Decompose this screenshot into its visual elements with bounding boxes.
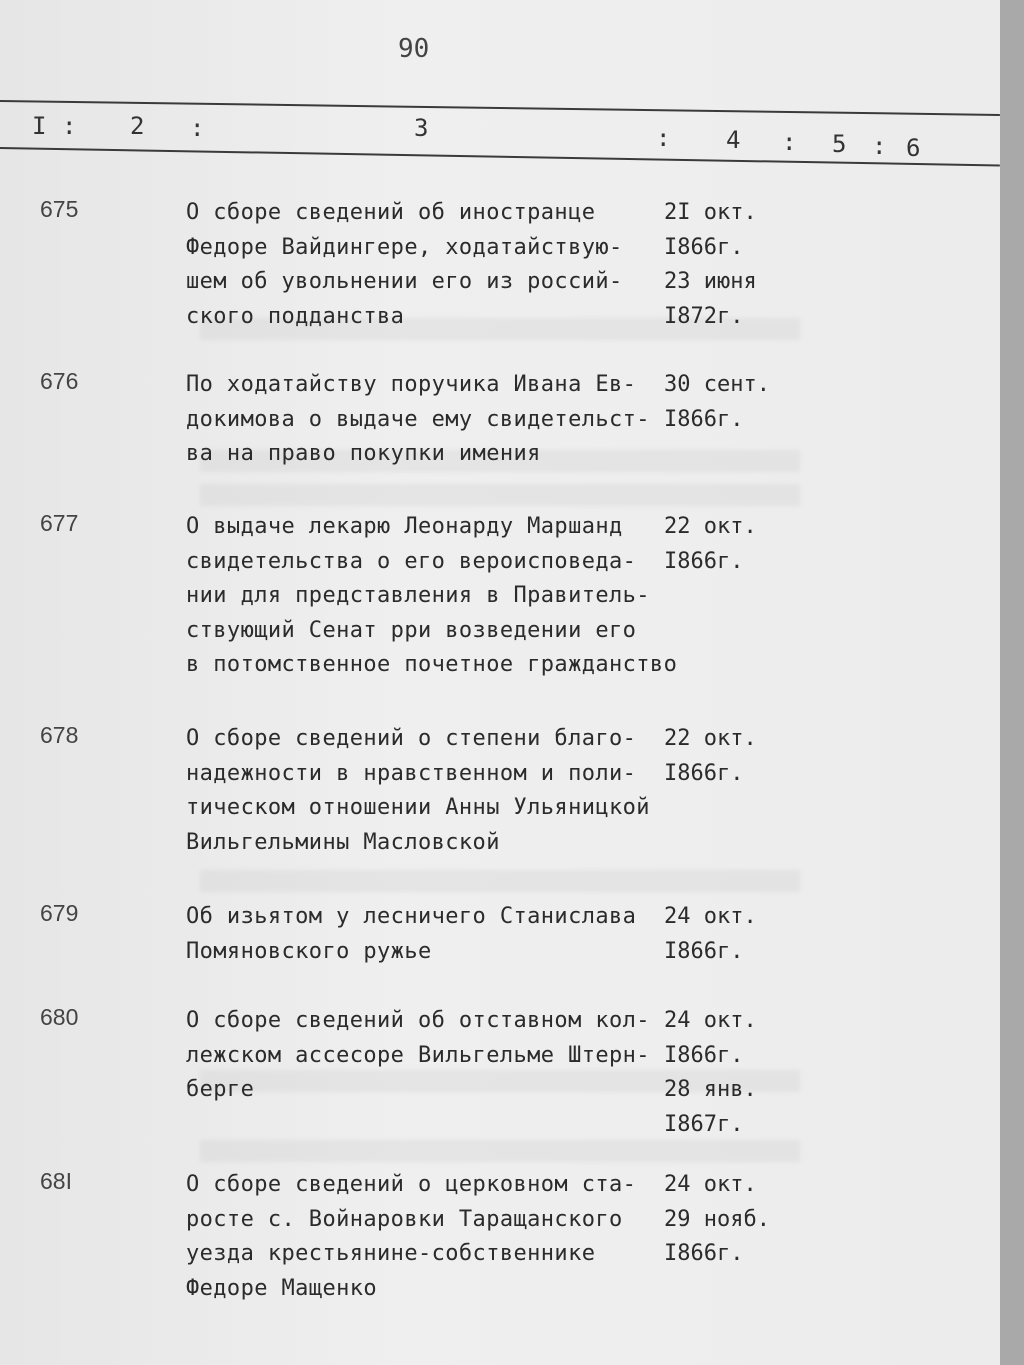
column-header-1: I xyxy=(32,112,47,140)
date-line: I866г. xyxy=(664,760,744,786)
date-line: I867г. xyxy=(664,1111,744,1137)
date-line: 2I окт. xyxy=(664,200,757,225)
page-number: 90 xyxy=(398,34,430,64)
description-line: в потомственное почетное гражданство xyxy=(186,652,678,677)
description-line: Федоре Вайдингере, ходатайствую- xyxy=(186,234,623,260)
date-line: 29 нояб. xyxy=(664,1206,770,1232)
date-line: I866г. xyxy=(664,234,744,260)
description-line: Федоре Мащенко xyxy=(186,1275,378,1301)
header-bottom-rule xyxy=(0,147,1000,166)
description-line: росте с. Войнаровки Таращанского xyxy=(186,1206,623,1232)
description-line: Помяновского ружье xyxy=(186,938,432,964)
description-line: тическом отношении Анны Ульяницкой xyxy=(186,795,650,820)
date-line: 22 окт. xyxy=(664,726,757,751)
description-line: надежности в нравственном и поли- xyxy=(186,760,637,786)
entry-number: 677 xyxy=(40,510,79,536)
entry-number: 676 xyxy=(40,368,79,394)
entry-dates xyxy=(664,900,804,969)
page-edge-shadow xyxy=(1000,0,1024,1365)
entry-description xyxy=(186,1168,666,1306)
description-line: берге xyxy=(186,1077,255,1102)
header-top-rule xyxy=(0,100,1000,116)
column-separator: : xyxy=(872,132,887,160)
date-line: I866г. xyxy=(664,938,744,964)
date-line: 30 сент. xyxy=(664,372,770,397)
description-line: О сборе сведений о степени благо- xyxy=(186,726,637,751)
date-line: I872г. xyxy=(664,303,744,329)
entry-description xyxy=(186,1004,666,1108)
entry-dates xyxy=(664,1168,804,1272)
column-header-5: 5 xyxy=(832,130,847,158)
description-line: свидетельства о его вероисповеда- xyxy=(186,548,637,574)
column-separator: : xyxy=(190,114,205,142)
date-line: 23 июня xyxy=(664,269,757,294)
date-line: I866г. xyxy=(664,406,744,432)
date-line: I866г. xyxy=(664,1241,744,1266)
entry-dates xyxy=(664,196,804,334)
entry-description xyxy=(186,900,666,969)
entry-number: 675 xyxy=(40,196,79,222)
entry-description xyxy=(186,368,666,472)
description-line: О сборе сведений об иностранце xyxy=(186,200,596,225)
description-line: Об изьятом у лесничего Станислава xyxy=(186,904,637,929)
description-line: лежском ассесоре Вильгельме Штерн- xyxy=(186,1042,650,1068)
date-line: 28 янв. xyxy=(664,1077,757,1102)
entry-dates xyxy=(664,722,804,791)
description-line: нии для представления в Правитель- xyxy=(186,583,650,608)
column-header-2: 2 xyxy=(130,112,145,140)
entry-dates xyxy=(664,510,804,579)
date-line: 24 окт. xyxy=(664,1008,757,1033)
column-header-6: 6 xyxy=(906,134,921,162)
entry-description xyxy=(186,510,678,683)
entry-number: 680 xyxy=(40,1004,79,1030)
date-line: 24 окт. xyxy=(664,904,757,929)
description-line: докимова о выдаче ему свидетельст- xyxy=(186,406,650,432)
entry-description xyxy=(186,196,666,334)
entry-dates xyxy=(664,1004,804,1142)
column-separator: : xyxy=(782,128,797,156)
column-separator: : xyxy=(62,112,77,140)
entry-number: 679 xyxy=(40,900,79,926)
description-line: О сборе сведений о церковном ста- xyxy=(186,1172,637,1197)
description-line: По ходатайству поручика Ивана Ев- xyxy=(186,372,637,397)
entry-dates xyxy=(664,368,804,437)
column-separator: : xyxy=(656,124,671,152)
description-line: О сборе сведений об отставном кол- xyxy=(186,1008,650,1033)
description-line: О выдаче лекарю Леонарду Маршанд xyxy=(186,514,623,539)
entry-number: 678 xyxy=(40,722,79,748)
description-line: шем об увольнении его из россий- xyxy=(186,269,623,294)
description-line: ствующий Сенат рри возведении его xyxy=(186,617,637,643)
column-header-3: 3 xyxy=(414,114,429,142)
date-line: I866г. xyxy=(664,548,744,574)
date-line: 22 окт. xyxy=(664,514,757,539)
date-line: 24 окт. xyxy=(664,1172,757,1197)
date-line: I866г. xyxy=(664,1042,744,1068)
description-line: уезда крестьянине-собственнике xyxy=(186,1241,596,1266)
description-line: Вильгельмины Масловской xyxy=(186,829,500,855)
entry-number: 68I xyxy=(40,1168,72,1194)
description-line: ва на право покупки имения xyxy=(186,441,541,466)
description-line: ского подданства xyxy=(186,303,405,329)
column-header-4: 4 xyxy=(726,126,741,154)
entry-description xyxy=(186,722,666,860)
